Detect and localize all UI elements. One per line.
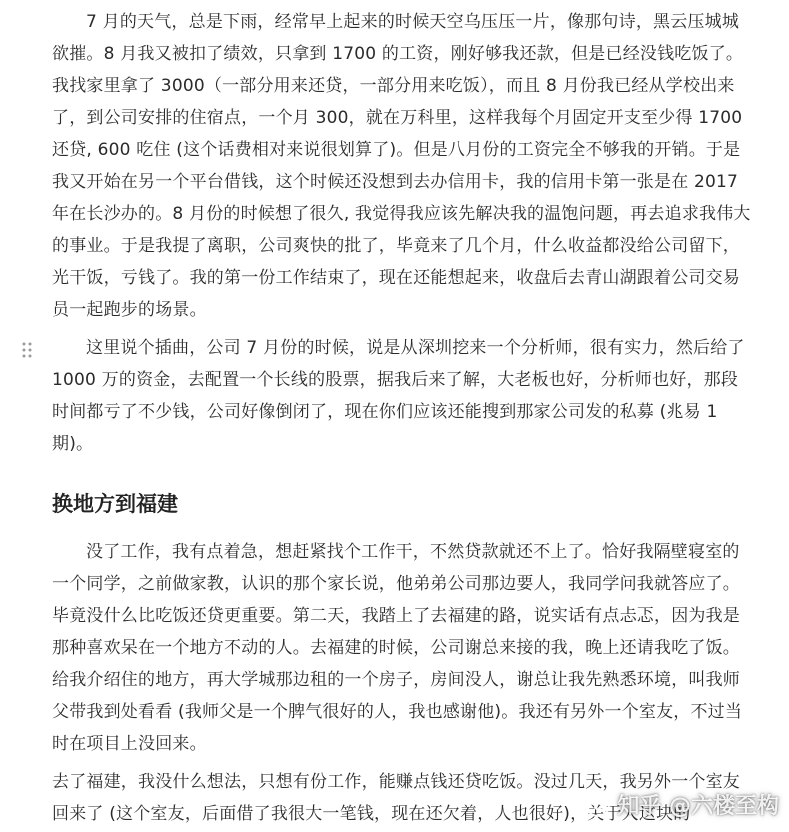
section-heading: 换地方到福建 xyxy=(52,492,178,516)
article-body xyxy=(52,6,752,830)
paragraph: 7 月的天气，总是下雨，经常早上起来的时候天空乌压压一片，像那句诗，黑云压城城欲摧。8 月我又被扣了绩效，只拿到 1700 的工资，刚好够我还款，但是已经没钱吃饭了。我找家里拿了 3000（一部分用来还贷，一部分用来吃饭），而且 8 月份我已经从学校出来了，到公司安排的住宿点，一个月 300，就在万科里，这样我每个月固定开支至少得 1700 还贷, 600 吃住 (这个话费相对来说很划算了)。但是八月份的工资完全不够我的开销。于是我又开始在另一个平台借钱，这个时候还没想到去办信用卡，我的信用卡第一张是在 2017 年在长沙办的。8 月份的时候想了很久, 我觉得我应该先解决我的温饱问题，再去追求我伟大的事业。于是我提了离职，公司爽快的批了，毕竟来了几个月，什么收益都没给公司留下，光干饭，亏钱了。我的第一份工作结束了，现在还能想起来，收盘后去青山湖跟着公司交易员一起跑步的场景。 xyxy=(52,12,751,320)
watermark-text: 知乎 @六楼至构 xyxy=(617,794,779,819)
paragraph: 没了工作，我有点着急，想赶紧找个工作干，不然贷款就还不上了。恰好我隔壁寝室的一个同学，之前做家教，认识的那个家长说，他弟弟公司那边要人，我同学问我就答应了。毕竟没什么比吃饭还贷更重要。第二天，我踏上了去福建的路，说实话有点忐忑，因为我是那种喜欢呆在一个地方不动的人。去福建的时候，公司谢总来接的我，晚上还请我吃了饭。给我介绍住的地方，再大学城那边租的一个房子，房间没人，谢总让我先熟悉环境，叫我师父带我到处看看 (我师父是一个脾气很好的人，我也感谢他)。我还有另外一个室友，不过当时在项目上没回来。 xyxy=(52,542,743,754)
paragraph: 去了福建，我没什么想法，只想有份工作，能赚点钱还贷吃饭。没过几天，我另外一个室友回来了 (这个室友，后面借了我很大一笔钱，现在还欠着，人也很好)，关于人这块的 xyxy=(52,772,740,824)
drag-handle-icon[interactable] xyxy=(20,340,34,360)
paragraph: 这里说个插曲，公司 7 月份的时候，说是从深圳挖来一个分析师，很有实力，然后给了 1000 万的资金，去配置一个长线的股票，据我后来了解，大老板也好，分析师也好，那段时间都亏了不少钱，公司好像倒闭了，现在你们应该还能搜到那家公司发的私募 (兆易 1 期)。 xyxy=(52,338,745,454)
